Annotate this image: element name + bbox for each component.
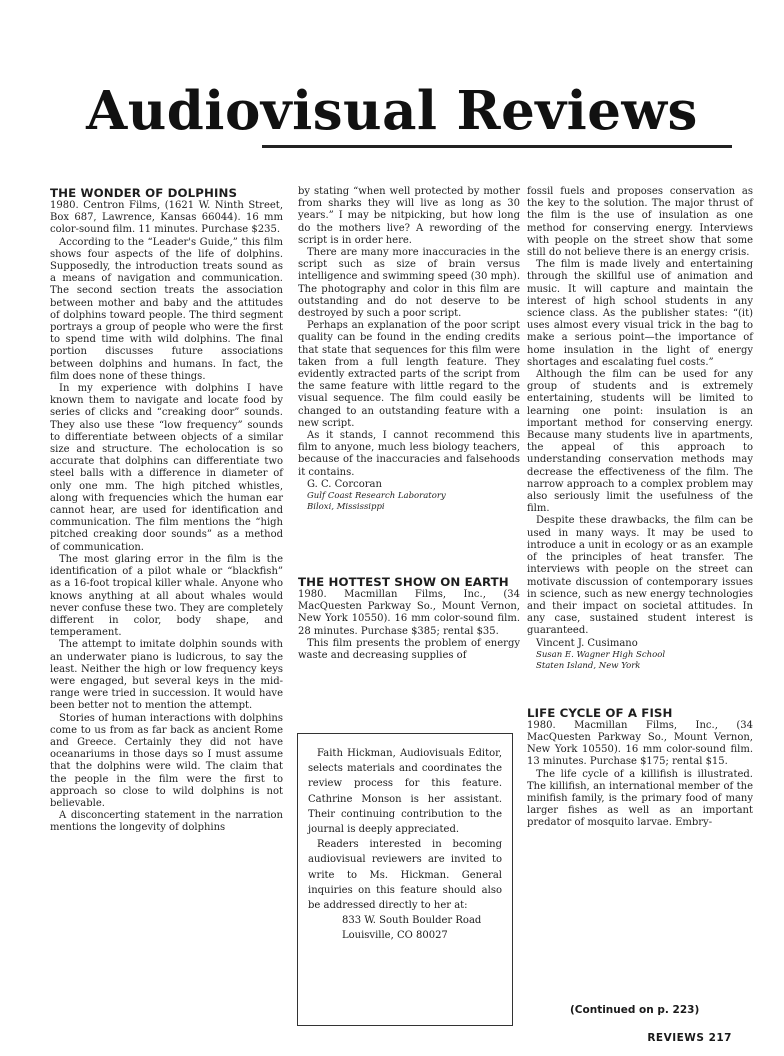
column-1 bbox=[50, 186, 283, 835]
review-paragraph: As it stands, I cannot recommend this film to anyone, much less biology teachers, because of the inaccuracies and falsehoods it contains. bbox=[298, 430, 520, 478]
review-paragraph: Although the film can be used for any group of students and is extremely entertaining, students will be limited to learning one point: insulation is an important method for conserving energy. Because many students live in apartments, the appeal of this approach to understanding conservation methods may decrease the effectiveness of the film. The narrow approach to a complex problem may also seriously limit the usefulness of the film. bbox=[527, 369, 753, 515]
reviewer-affiliation: Susan E. Wagner High School bbox=[536, 649, 666, 660]
notice-address-line: Louisville, CO 80027 bbox=[342, 930, 448, 942]
title-rule bbox=[262, 145, 732, 148]
column-3 bbox=[527, 186, 753, 830]
review-citation: 1980. Macmillan Films, Inc., (34 MacQuesten Parkway So., Mount Vernon, New York 10550). 16 mm color-sound film. 13 minutes. Purchase $175; rental $15. bbox=[527, 719, 753, 768]
review-paragraph: According to the “Leader's Guide,” this film shows four aspects of the life of dolphins. Supposedly, the introduction treats sound as a means of navigation and communication. The second section treats the association between mother and baby and the attitudes of dolphins toward people. The third segment portrays a group of people who were the first to spend time with wild dolphins. The final portion discusses future associations between dolphins and humans. In fact, the film does none of these things. bbox=[50, 236, 283, 382]
editor-notice-box bbox=[297, 733, 513, 1026]
review-paragraph: by stating “when well protected by mother from sharks they will live as long as 30 years.” I may be nitpicking, but how long do the mothers live? A rewording of the script is in order here. bbox=[298, 186, 520, 246]
review-paragraph: There are many more inaccuracies in the script such as size of brain versus intelligence and swimming speed (30 mph). The photography and color in this film are outstanding and do not deserve to be destroyed by such a poor script. bbox=[298, 247, 520, 320]
column-2 bbox=[298, 186, 520, 662]
review-paragraph: The film is made lively and entertaining through the skillful use of animation and music. It will capture and maintain the interest of high school students in any science class. As the publisher states: “(it) uses almost every visual trick in the bag to make a serious point—the importance of home insulation in the light of energy shortages and escalating fuel costs.” bbox=[527, 259, 753, 368]
review-paragraph: Despite these drawbacks, the film can be used in many ways. It may be used to introduce a unit in ecology or as an example of the principles of heat transfer. The interviews with people on the street can motivate discussion of contemporary issues in science, such as new energy technologies and their impact on societal attitudes. In any case, sustained student interest is guaranteed. bbox=[527, 515, 753, 637]
review-citation: 1980. Centron Films, (1621 W. Ninth Street, Box 687, Lawrence, Kansas 66044). 16 mm color-sound film. 11 minutes. Purchase $235. bbox=[50, 200, 283, 236]
review-paragraph: The attempt to imitate dolphin sounds with an underwater piano is ludicrous, to say the least. Neither the high or low frequency keys were engaged, but several keys in the mid-range were tried in succession. It would have been better not to mention the attempt. bbox=[50, 639, 283, 712]
review-paragraph: The most glaring error in the film is the identification of a pilot whale or “blackfish” as a 16-foot tropical killer whale. Anyone who knows anything at all about whales would never confuse these two. They are completely different in color, body shape, and temperament. bbox=[50, 553, 283, 639]
notice-paragraph: Readers interested in becoming audiovisual reviewers are invited to write to Ms. Hickman. General inquiries on this feature should also be addressed directly to her at: bbox=[308, 839, 502, 912]
reviewer-name: G. C. Corcoran bbox=[307, 478, 382, 490]
reviewer-name: Vincent J. Cusimano bbox=[536, 637, 638, 649]
review-paragraph: A disconcerting statement in the narration mentions the longevity of dolphins bbox=[50, 810, 283, 834]
reviewer-location: Staten Island, New York bbox=[536, 660, 641, 671]
review-paragraph: The life cycle of a killifish is illustrated. The killifish, an international member of the minifish family, is the primary food of many larger fishes as well as an important predator of mosquito larvae. Embry- bbox=[527, 768, 753, 829]
review-paragraph: Perhaps an explanation of the poor script quality can be found in the ending credits that state that sequences for this film were taken from a full length feature. They evidently extracted parts of the script from the same feature with little regard to the visual sequence. The film could easily be changed to an outstanding feature with a new script. bbox=[298, 320, 520, 429]
review-paragraph: fossil fuels and proposes conservation as the key to the solution. The major thrust of the film is the use of insulation as one method for conserving energy. Interviews with people on the street show that some still do not believe there is an energy crisis. bbox=[527, 186, 753, 259]
page-title: Audiovisual Reviews bbox=[86, 80, 698, 142]
notice-paragraph: Faith Hickman, Audiovisuals Editor, selects materials and coordinates the review process for this feature. Cathrine Monson is her assistant. Their continuing contribution to the journal is deeply appreciated. bbox=[308, 748, 502, 836]
review-title-hottest-show: THE HOTTEST SHOW ON EARTH bbox=[298, 575, 509, 590]
review-title-dolphins: THE WONDER OF DOLPHINS bbox=[50, 186, 238, 200]
page-footer: REVIEWS 217 bbox=[647, 1032, 732, 1044]
review-paragraph: In my experience with dolphins I have known them to navigate and locate food by series of clicks and “creaking door” sounds. They also use these “low frequency” sounds to differentiate between objects of a similar size and structure. The echolocation is so accurate that dolphins can differentiate two steel balls with a difference in diameter of only one mm. The high pitched whistles, along with frequencies which the human ear cannot hear, are used for identification and communication. The film mentions the “high pitched creaking door sounds” as a method of communication. bbox=[50, 383, 283, 553]
reviewer-location: Biloxi, Mississippi bbox=[307, 502, 385, 513]
review-citation: 1980. Macmillan Films, Inc., (34 MacQuesten Parkway So., Mount Vernon, New York 10550). 16 mm color-sound film. 28 minutes. Purchase $385; rental $35. bbox=[298, 589, 520, 637]
continued-note: (Continued on p. 223) bbox=[570, 1004, 700, 1016]
notice-address-line: 833 W. South Boulder Road bbox=[342, 915, 482, 927]
review-paragraph: Stories of human interactions with dolphins come to us from as far back as ancient Rome and Greece. Certainly they did not have oceanariums in those days so I must assume that the dolphins were wild. The claim that the people in the film were the first to approach so close to wild dolphins is not believable. bbox=[50, 712, 283, 809]
review-paragraph: This film presents the problem of energy waste and decreasing supplies of bbox=[298, 637, 520, 662]
reviewer-affiliation: Gulf Coast Research Laboratory bbox=[307, 491, 446, 502]
review-title-fish: LIFE CYCLE OF A FISH bbox=[527, 705, 673, 720]
